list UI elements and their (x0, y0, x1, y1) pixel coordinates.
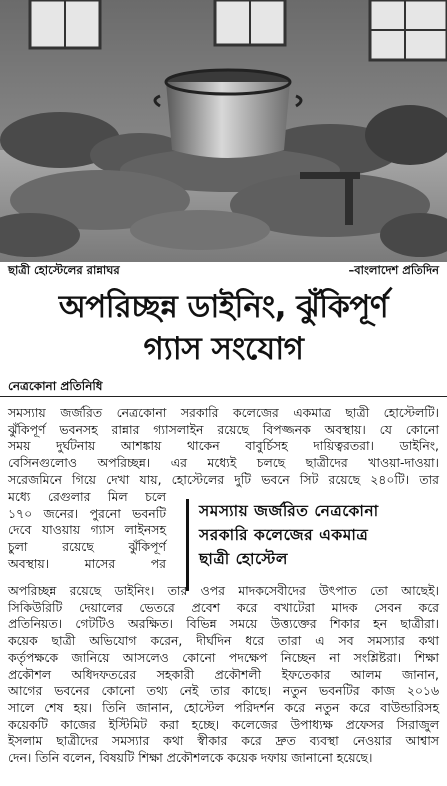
body-line: কর্তৃপক্ষকে জানিয়ে আসলেও কোনো পদক্ষেপ নিচ্ছেন না সংশ্লিষ্টরা। শিক্ষা (8, 649, 439, 665)
body-line: দেন। তিনি বলেন, বিষয়টি শিক্ষা প্রকৌশলকে কয়েক দফায় জানানো হয়েছে। (8, 750, 373, 766)
body-line: ঝুঁকিপূর্ণ ভবনসহ রান্নার গ্যাসলাইন রয়েছে বিপজ্জনক অবস্থায়। যে কোনো (8, 421, 439, 437)
body-line: সমস্যায় জর্জরিত নেত্রকোনা সরকারি কলেজের একমাত্র ছাত্রী হোস্টেলটি। (8, 405, 439, 420)
body-line: আগের ভবনের কোনো তথ্য নেই তার কাছে। নতুন ভবনটির কাজ ২০১৬ (8, 683, 439, 699)
body-line: সরেজমিনে গিয়ে দেখা যায়, হোস্টেলের দুটি ভবনে সিট রয়েছে ২৪০টি। তার (8, 471, 439, 487)
body-line: মধ্যে রেগুলার মিল চলে (8, 489, 166, 504)
article-body-bottom (8, 583, 439, 767)
photo-credit: –বাংলাদেশ প্রতিদিন (348, 263, 439, 277)
body-line: প্রতিনিয়ত। গেটটিও অরক্ষিত। বিভিন্ন সময়ে উত্ত্যক্তের শিকার হন ছাত্রীরা। (8, 616, 439, 632)
pull-quote-line: ছাত্রী হোস্টেল (199, 550, 288, 568)
body-line: দেবে যাওয়ায় গ্যাস লাইনসহ (8, 522, 166, 538)
headline (0, 286, 447, 370)
body-line: সময় দুর্ঘটনায় আশঙ্কায় থাকেন বাবুর্চিসহ দায়িত্বরতরা। ডাইনিং, (8, 438, 439, 454)
body-line: সিকিউরিটি দেয়ালের ভেতরে প্রবেশ করে বখাটেরা মাদক সেবন করে (8, 599, 439, 615)
kitchen-photo-illustration (0, 0, 447, 262)
pull-quote-line: সরকারি কলেজের একমাত্র (199, 526, 369, 544)
byline: নেত্রকোনা প্রতিনিধি (8, 379, 103, 393)
body-line: চুলা রয়েছে ঝুঁকিপূর্ণ (8, 539, 166, 555)
headline-line-2: গ্যাস সংযোগ (143, 331, 304, 367)
body-line: কয়েকটি কাজের ইস্টিমিট করা হচ্ছে। কলেজের উপাধ্যক্ষ প্রফেসর সিরাজুল (8, 716, 439, 732)
pull-quote-line: সমস্যায় জর্জরিত নেত্রকোনা (199, 502, 379, 520)
body-line: অবস্থায়। মাসের পর (8, 555, 166, 571)
kitchen-photo (0, 0, 447, 262)
body-line: কয়েক ছাত্রী অভিযোগ করেন, দীর্ঘদিন ধরে তারা এ সব সমস্যার কথা (8, 633, 439, 649)
body-line: বেসিনগুলোও অপরিচ্ছন্ন। এর মধ্যেই চলছে ছাত্রীদের খাওয়া-দাওয়া। (8, 455, 439, 471)
body-line: ইসলাম ছাত্রীদের সমস্যার কথা স্বীকার করে দ্রুত ব্যবস্থা নেওয়ার আশ্বাস (8, 733, 439, 749)
body-line: সালে শেষ হয়। তিনি জানান, হোস্টেল পরিদর্শন করে নতুন করে বাউন্ডারিসহ (8, 699, 439, 715)
headline-line-1: অপরিচ্ছন্ন ডাইনিং, ঝুঁকিপূর্ণ (58, 289, 389, 325)
body-line: প্রকৌশল অধিদফতরের সহকারী প্রকৌশলী ইফতেকার আলম জানান, (8, 666, 439, 682)
photo-caption: ছাত্রী হোস্টেলের রান্নাঘর (8, 263, 120, 277)
body-line: ১৭০ জনের। পুরনো ভবনটি (8, 505, 166, 521)
byline-divider (0, 396, 447, 397)
article-body-top (8, 405, 439, 489)
body-line: অপরিচ্ছন্ন রয়েছে ডাইনিং। তার ওপর মাদকসেবীদের উৎপাত তো আছেই। (8, 583, 439, 598)
article-body-narrow (8, 489, 166, 573)
pull-quote (186, 499, 447, 591)
